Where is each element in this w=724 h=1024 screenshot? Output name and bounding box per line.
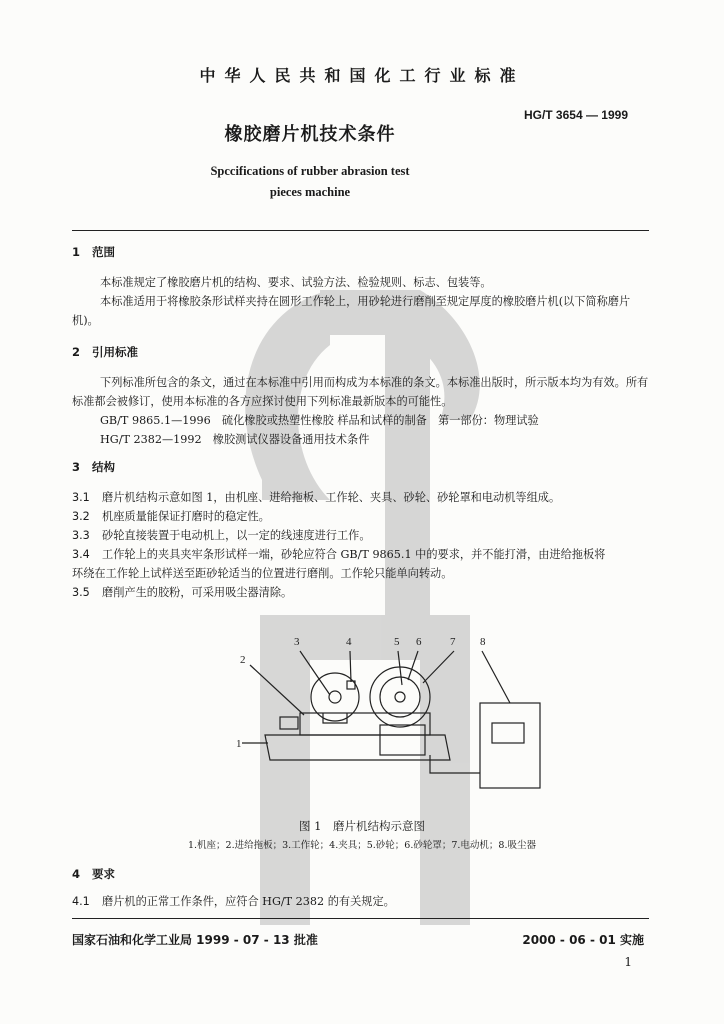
slide-handle-shape <box>280 717 298 729</box>
vacuum-hose-shape <box>430 755 480 773</box>
clause-3-3 <box>72 526 662 545</box>
clause-text: 磨削产生的胶粉，可采用吸尘器清除。 <box>102 586 293 599</box>
section-3-heading <box>72 459 115 475</box>
section-4-title: 要求 <box>92 867 115 881</box>
page-number: 1 <box>624 955 632 969</box>
feed-slide-shape <box>300 713 430 735</box>
section-2-para-1: 下列标准所包含的条文，通过在本标准中引用而构成为本标准的条文。本标准出版时，所示版本均为有效。所有标准都会被修订，使用本标准的各方应探讨使用下列标准最新版本的可能性。 <box>72 376 649 408</box>
clause-4-1 <box>72 892 662 911</box>
english-title-line1: Spccifications of rubber abrasion test <box>210 164 410 178</box>
section-1-title: 范围 <box>92 245 115 259</box>
clause-text: 磨片机结构示意如图 1，由机座、进给拖板、工作轮、夹具、砂轮、砂轮罩和电动机等组成。 <box>102 491 561 504</box>
leader-8 <box>482 651 510 703</box>
figure-label-8: 8 <box>480 636 486 648</box>
section-3-title: 结构 <box>92 460 115 474</box>
motor-shape <box>380 725 425 755</box>
leader-6 <box>408 651 418 680</box>
section-4-number: 4 <box>72 867 81 881</box>
leader-5 <box>398 651 402 685</box>
section-1-para-2: 本标准适用于将橡胶条形试样夹持在圆形工作轮上，用砂轮进行磨削至规定厚度的橡胶磨片机(以下简称磨片机)。 <box>72 295 631 327</box>
english-title-line2: pieces machine <box>269 185 351 199</box>
work-wheel-hub-shape <box>329 691 341 703</box>
clause-text: 砂轮直接装置于电动机上，以一定的线速度进行工作。 <box>102 529 371 542</box>
standard-code: HG/T 3654 — 1999 <box>523 108 628 122</box>
figure-label-2: 2 <box>240 654 246 666</box>
leader-2 <box>250 665 304 715</box>
header-rule <box>72 230 649 231</box>
clause-number: 3.3 <box>72 529 90 542</box>
clause-number: 3.1 <box>72 491 90 504</box>
reference-2: HG/T 2382—1992 橡胶测试仪器设备通用技术条件 <box>100 433 370 446</box>
clause-number: 4.1 <box>72 895 90 908</box>
clause-text: 工作轮上的夹具夹牢条形试样一端，砂轮应符合 GB/T 9865.1 中的要求，并不能打滑，由进给拖板将 <box>102 548 606 561</box>
clause-3-2 <box>72 507 662 526</box>
figure-label-6: 6 <box>416 636 422 648</box>
document-title: 橡胶磨片机技术条件 <box>224 124 396 145</box>
clause-text: 机座质量能保证打磨时的稳定性。 <box>102 510 270 523</box>
standard-title: 中华人民共和国化工行业标准 <box>199 66 525 85</box>
figure-label-7: 7 <box>450 636 456 648</box>
section-1-heading <box>72 244 115 260</box>
work-wheel-shape <box>311 673 359 721</box>
base-shape <box>265 735 450 760</box>
section-1-number: 1 <box>72 245 81 259</box>
grinding-wheel-shape <box>380 677 420 717</box>
section-2-number: 2 <box>72 345 81 359</box>
leader-7 <box>423 651 454 683</box>
approval-date: 国家石油和化学工业局 1999 - 07 - 13 批准 <box>72 933 318 947</box>
leader-4 <box>350 651 351 682</box>
figure-caption: 图 1 磨片机结构示意图 <box>299 819 425 833</box>
leader-3 <box>300 651 330 695</box>
footer-rule <box>72 918 649 919</box>
figure-legend: 1.机座；2.进给拖板；3.工作轮；4.夹具；5.砂轮；6.砂轮罩；7.电动机；8.吸尘器 <box>187 840 536 851</box>
section-2-title: 引用标准 <box>92 345 138 359</box>
figure-label-5: 5 <box>394 636 400 648</box>
section-3-number: 3 <box>72 460 81 474</box>
clause-3-4 <box>72 545 662 564</box>
clause-number: 3.4 <box>72 548 90 561</box>
vacuum-cleaner-shape <box>480 703 540 788</box>
figure-label-1: 1 <box>236 738 242 750</box>
clause-number: 3.5 <box>72 586 90 599</box>
figure-1-diagram <box>230 625 560 800</box>
section-4-heading <box>72 866 115 882</box>
grinding-wheel-hub-shape <box>395 692 405 702</box>
clause-number: 3.2 <box>72 510 90 523</box>
figure-label-4: 4 <box>346 636 352 648</box>
english-title <box>0 161 620 203</box>
section-2-heading <box>72 344 138 360</box>
clause-3-4-continued: 环绕在工作轮上试样送至距砂轮适当的位置进行磨削。工作轮只能单向转动。 <box>72 567 453 580</box>
grinding-wheel-cover-shape <box>370 667 430 727</box>
clause-3-1 <box>72 488 662 507</box>
reference-1: GB/T 9865.1—1996 硫化橡胶或热塑性橡胶 样品和试样的制备 第一部份：物理试验 <box>100 414 539 427</box>
clause-3-5 <box>72 583 662 602</box>
section-1-para-1: 本标准规定了橡胶磨片机的结构、要求、试验方法、检验规则、标志、包装等。 <box>100 276 492 289</box>
vacuum-panel-shape <box>492 723 524 743</box>
effective-date: 2000 - 06 - 01 实施 <box>522 933 644 947</box>
clause-text: 磨片机的正常工作条件，应符合 HG/T 2382 的有关规定。 <box>102 895 395 908</box>
figure-label-3: 3 <box>294 636 300 648</box>
